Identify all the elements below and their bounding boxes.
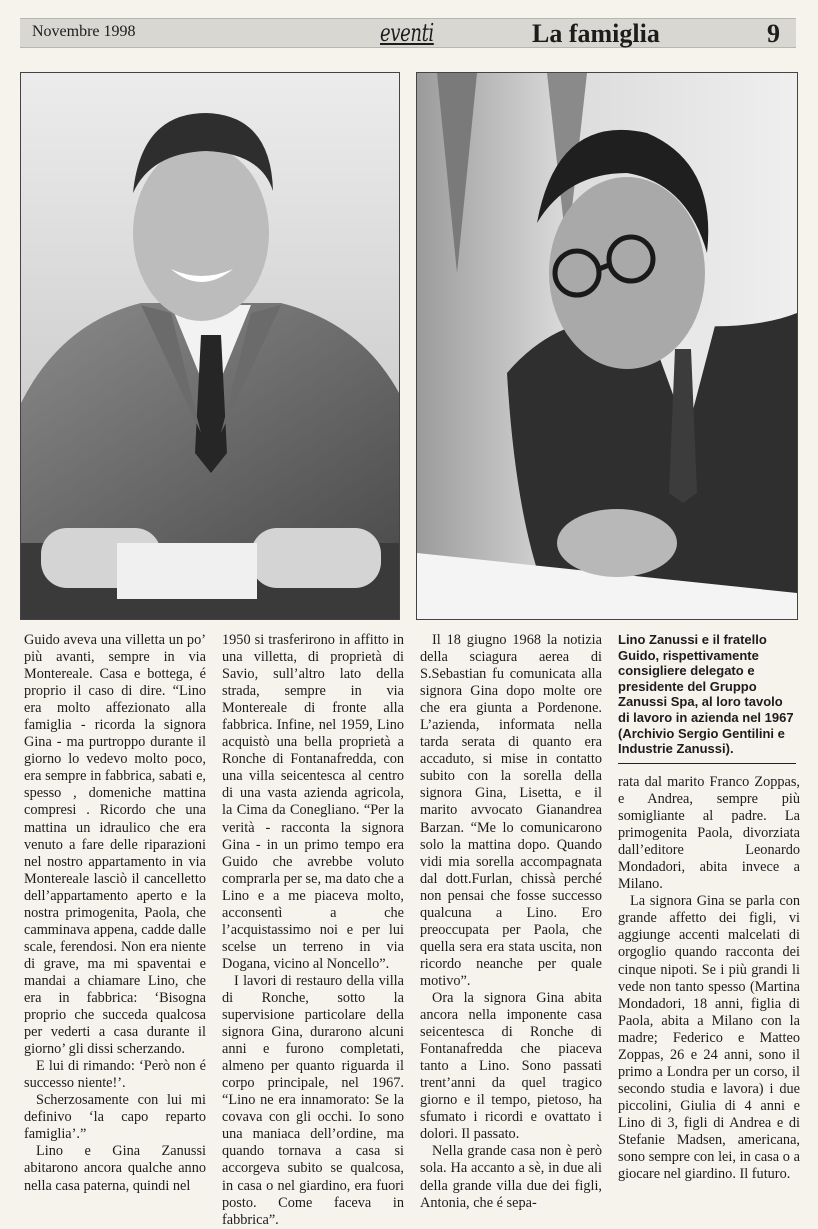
paragraph: E lui di rimando: ‘Però non é successo niente!’.: [24, 1058, 206, 1092]
page-header: [20, 18, 796, 48]
paragraph: Guido aveva una villetta un po’ più avanti, sempre in via Montereale. Casa e bottega, é proprio il caso di dire. “Lino era molto affezionato alla famiglia - ricorda la signora Gina - ma purtroppo durante il giorno lo vedevo molto poco, era sempre in fabbrica, sabati e, spesso , domeniche mattina compresi . Ricordo che una mattina un idraulico che era venuto a fare delle riparazioni nel nostro appartamento in via Montereale lasciò il cancelletto dell’appartamento aperto e la nostra primogenita, Paola, che camminava appena, cadde dalle scale, ferendosi. Non era niente di grave, ma mi spaventai e mandai a chiamare Lino, che era in fabbrica: ‘Bisogna proprio che succeda qualcosa per vederti a casa durante il giorno’ gli dissi scherzando.: [24, 632, 206, 1058]
desk-photo-icon: [417, 73, 797, 619]
photo-man-writing-at-desk: [416, 72, 798, 620]
photo-caption: Lino Zanussi e il fratello Guido, rispettivamente consigliere delegato e presidente del Gruppo Zanussi Spa, al loro tavolo di lavoro in azienda nel 1967 (Archivio Sergio Gentilini e Industrie Zanussi).: [618, 632, 796, 764]
paragraph: rata dal marito Franco Zoppas, e Andrea, sempre più somigliante al padre. La primogenita Paola, divorziata dall’editore Leonardo Mondadori, abita invece a Milano.: [618, 774, 800, 893]
issue-date: Novembre 1998: [32, 23, 136, 40]
article-column-2: [222, 632, 404, 1229]
publication-logo: eventi: [380, 19, 434, 47]
portrait-photo-icon: [21, 73, 399, 619]
paragraph: Il 18 giugno 1968 la notizia della sciagura aerea di S.Sebastian fu comunicata alla signora Gina dopo molte ore che era giunta a Pordenone. L’azienda, informata nella tarda serata di quanto era accaduto, si mise in contatto subito con la sorella della signora Gina, Lisetta, e il marito avvocato Gianandrea Barzan. “Me lo comunicarono solo la mattina dopo. Quando vidi mia sorella accompagnata dal dott.Furlan, chissà perché non pensai che fosse successo qualcuna a Lino. Ero preoccupata per Paola, che quella sera era stata uscita, non ricordo neanche per quale motivo”.: [420, 632, 602, 989]
photo-portrait-smiling-man: [20, 72, 400, 620]
page-number: 9: [767, 19, 780, 48]
article-column-3: [420, 632, 602, 1212]
paragraph: Ora la signora Gina abita ancora nella imponente casa seicentesca di Ronche di Fontanafredda che piaceva tanto a Lino. Sono passati trent’anni da quel tragico giorno e il tempo, pietoso, ha sfumato i ricordi e ovattato i dolori. Il passato.: [420, 989, 602, 1143]
section-title: La famiglia: [532, 19, 660, 48]
paragraph: Scherzosamente con lui mi definivo ‘la capo reparto famiglia’.”: [24, 1092, 206, 1143]
paragraph: 1950 si trasferirono in affitto in una villetta, di proprietà di Savio, sull’altro lato della strada, sempre in via Montereale di fronte alla fabbrica. Infine, nel 1959, Lino acquistò una bella proprietà a Ronche di Fontanafredda, con una villa seicentesca al centro di una vasta azienda agricola, la Cima da Conegliano. “Per la verità - racconta la signora Gina - in un primo tempo era Guido che avrebbe voluto comprarla per se, ma dato che a Lino e a me piaceva molto, acconsentì a che l’acquistassimo noi e per lui scelse un terreno in via Dogana, vicino al Noncello”.: [222, 632, 404, 972]
paragraph: La signora Gina se parla con grande affetto dei figli, vi aggiunge accenti malcelati di orgoglio quando racconta dei cinque nipoti. Se i più grandi li vede non tanto spesso (Martina Mondadori, 18 anni, figlia di Paola, abita a Milano con la madre; Federico e Matteo Zoppas, 26 e 24 anni, sono il primo a Londra per un corso, il secondo studia e lavora) i due piccolini, Giulia di 4 anni e Lino di 3, figli di Andrea e di Stefanie Madsen, americana, sono sempre con lei, in casa o a giocare nel giardino. Il futuro.: [618, 893, 800, 1183]
paragraph: I lavori di restauro della villa di Ronche, sotto la supervisione particolare della signora Gina, durarono alcuni anni e furono completati, almeno per quanto riguarda il corpo principale, nel 1967. “Lino ne era innamorato: Se la covava con gli occhi. Io sono una maniaca dell’ordine, ma quando tornava a casa si accorgeva subito se qualcosa, in casa o nel giardino, era fuori posto. Come faceva in fabbrica”.: [222, 972, 404, 1228]
paragraph: Nella grande casa non è però sola. Ha accanto a sè, in due ali della grande villa due dei figli, Antonia, che é sepa-: [420, 1143, 602, 1211]
article-column-4: [618, 774, 800, 1183]
article-column-1: [24, 632, 206, 1195]
paragraph: Lino e Gina Zanussi abitarono ancora qualche anno nella casa paterna, quindi nel: [24, 1143, 206, 1194]
